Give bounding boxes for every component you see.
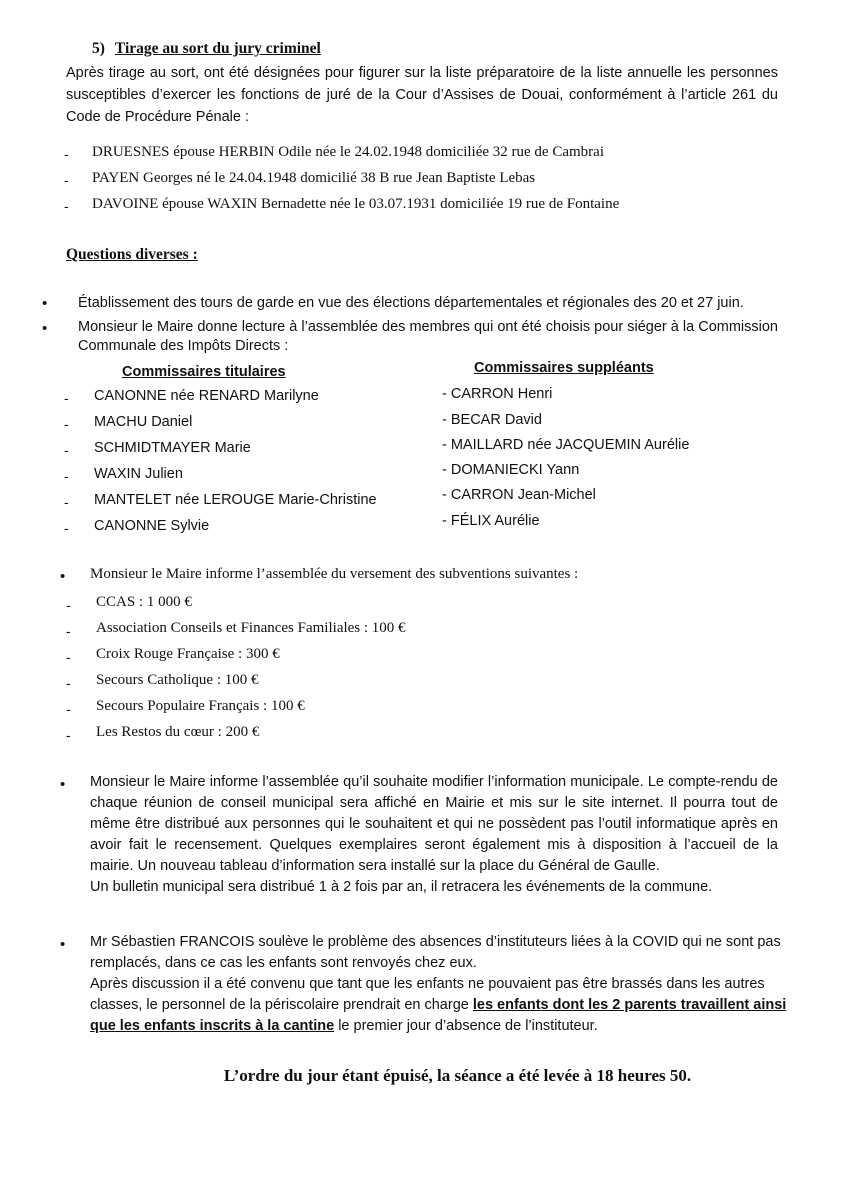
item-covid: [90, 932, 802, 1037]
juror-item: DRUESNES épouse HERBIN Odile née le 24.02.1948 domiciliée 32 rue de Cambrai: [92, 144, 604, 160]
list-dash: -: [66, 623, 71, 639]
list-dash: -: [66, 597, 71, 613]
item-information-municipale: [90, 772, 778, 898]
list-dash: -: [66, 649, 71, 665]
subvention-item: CCAS : 1 000 €: [96, 594, 192, 610]
suppleant-item: - MAILLARD née JACQUEMIN Aurélie: [442, 437, 690, 453]
covid-decision-end: le premier jour d’absence de l’instituteur.: [334, 1018, 598, 1034]
suppleant-item: - CARRON Henri: [442, 386, 553, 402]
section-number: 5): [92, 40, 105, 57]
item-subventions: Monsieur le Maire informe l’assemblée du versement des subventions suivantes :: [90, 566, 579, 582]
questions-heading: Questions diverses :: [66, 246, 198, 263]
titulaire-item: MANTELET née LEROUGE Marie-Christine: [94, 492, 377, 508]
section-title: Tirage au sort du jury criminel: [114, 40, 321, 57]
section-5-heading: [92, 40, 321, 58]
list-dash: -: [64, 390, 69, 406]
item-tours-de-garde: Établissement des tours de garde en vue des élections départementales et régionales des 20 et 27 juin.: [78, 295, 744, 311]
titulaire-item: CANONNE née RENARD Marilyne: [94, 388, 319, 404]
list-dash: -: [64, 468, 69, 484]
subvention-item: Secours Populaire Français : 100 €: [96, 698, 305, 714]
list-dash: -: [66, 727, 71, 743]
suppleant-item: - BECAR David: [442, 412, 542, 428]
bullet: •: [42, 320, 48, 337]
titulaire-item: MACHU Daniel: [94, 414, 193, 430]
list-dash: -: [64, 198, 69, 214]
list-dash: -: [64, 494, 69, 510]
subvention-item: Croix Rouge Française : 300 €: [96, 646, 280, 662]
bullet: •: [60, 936, 66, 953]
item-commission: Monsieur le Maire donne lecture à l’assemblée des membres qui ont été choisis pour siéger à la Commission Communale des Impôts Directs :: [78, 319, 778, 354]
titulaires-header: Commissaires titulaires: [122, 364, 286, 380]
list-dash: -: [64, 172, 69, 188]
subvention-item: Les Restos du cœur : 200 €: [96, 724, 260, 740]
suppleant-item: - DOMANIECKI Yann: [442, 462, 580, 478]
titulaire-item: CANONNE Sylvie: [94, 518, 210, 534]
subvention-item: Association Conseils et Finances Familiales : 100 €: [96, 620, 406, 636]
covid-emphasis: les enfants dont les 2 parents travaillent ainsi que les enfants inscrits à la cantine: [90, 997, 787, 1034]
juror-item: DAVOINE épouse WAXIN Bernadette née le 03.07.1931 domiciliée 19 rue de Fontaine: [92, 196, 620, 212]
bullet: •: [60, 568, 66, 585]
covid-problem-text: Mr Sébastien FRANCOIS soulève le problème des absences d’instituteurs liées à la COVID qui ne sont pas remplacés, dans ce cas les enfants sont renvoyés chez eux.: [90, 934, 781, 971]
suppleant-item: - CARRON Jean-Michel: [442, 487, 596, 503]
suppleant-item: - FÉLIX Aurélie: [442, 513, 540, 529]
list-dash: -: [64, 416, 69, 432]
bulletin-text: Un bulletin municipal sera distribué 1 à 2 fois par an, il retracera les événements de la commune.: [90, 879, 713, 895]
bullet: •: [42, 295, 48, 312]
covid-decision-text: [90, 974, 802, 1037]
titulaire-item: SCHMIDTMAYER Marie: [94, 440, 251, 456]
bullet: •: [60, 776, 66, 793]
list-dash: -: [64, 442, 69, 458]
titulaire-item: WAXIN Julien: [94, 466, 183, 482]
juror-item: PAYEN Georges né le 24.04.1948 domicilié 38 B rue Jean Baptiste Lebas: [92, 170, 536, 186]
subvention-item: Secours Catholique : 100 €: [96, 672, 259, 688]
covid-decision-start: Après discussion il a été convenu que tant que les enfants ne pouvaient pas être brassés dans les autres classes, le personnel de la périscolaire prendrait en charge: [90, 976, 765, 1013]
list-dash: -: [64, 146, 69, 162]
list-dash: -: [64, 520, 69, 536]
list-dash: -: [66, 701, 71, 717]
jury-intro: Après tirage au sort, ont été désignées pour figurer sur la liste préparatoire de la liste annuelle les personnes susceptibles d’exercer les fonctions de juré de la Cour d’Assises de Douai, conformément à l’article 261 du Code de Procédure Pénale :: [66, 65, 778, 125]
closing-statement: L’ordre du jour étant épuisé, la séance a été levée à 18 heures 50.: [223, 1066, 692, 1085]
info-municipale-text: Monsieur le Maire informe l’assemblée qu’il souhaite modifier l’information municipale. Le compte-rendu de chaque réunion de conseil municipal sera affiché en Mairie et mis sur le site internet. Il pourra tout de même être distribué aux personnes qui le souhaitent et qui ne possèdent pas l’outil informatique après en avoir fait le recensement. Quelques exemplaires seront également mis à disposition à l’accueil de la mairie. Un nouveau tableau d’information sera installé sur la place du Général de Gaulle.: [90, 774, 778, 874]
suppleants-header: Commissaires suppléants: [474, 360, 654, 376]
list-dash: -: [66, 675, 71, 691]
